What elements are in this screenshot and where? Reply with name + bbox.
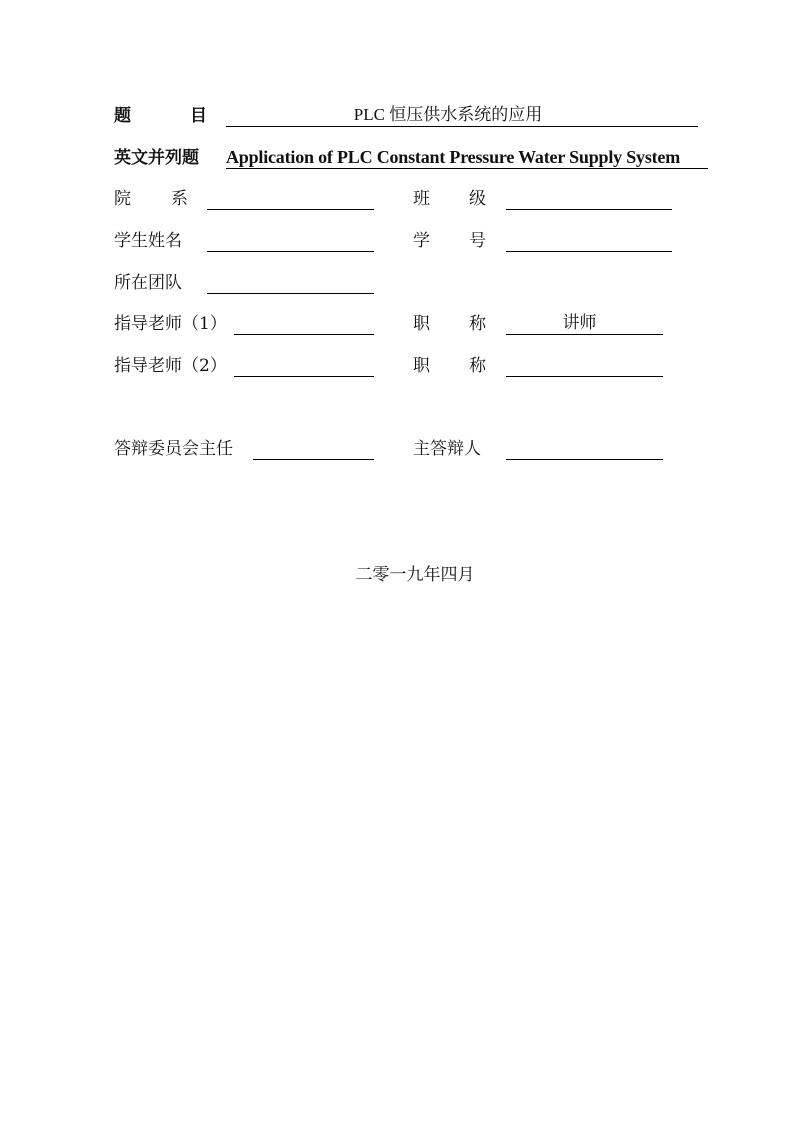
title-field[interactable] [226,104,698,127]
department-field[interactable] [207,187,374,210]
title-label-first-char: 题 [114,106,131,126]
advisor-1-title-label-first-char: 职 [413,314,430,334]
advisor-1-title-label-second-char: 称 [469,314,486,334]
advisor-1-title-value: 讲师 [562,313,597,333]
advisor-2-label: 指导老师（2） [114,356,227,376]
class-label-second-char: 级 [469,189,486,209]
student-number-label-second-char: 号 [469,231,486,251]
class-field[interactable] [506,187,672,210]
student-name-field[interactable] [207,229,374,252]
advisor-1-field[interactable] [234,312,374,335]
student-name-label: 学生姓名 [114,231,182,251]
committee-chair-label: 答辩委员会主任 [114,439,233,459]
class-label-first-char: 班 [413,189,430,209]
title-label-second-char: 目 [190,106,207,126]
student-number-label-first-char: 学 [413,231,430,251]
department-label-first-char: 院 [114,189,131,209]
english-title-value: Application of PLC Constant Pressure Water Supply System [226,147,681,167]
advisor-2-title-field[interactable] [506,354,663,377]
date-text: 二零一九年四月 [355,565,475,585]
advisor-2-title-label-first-char: 职 [413,356,430,376]
english-title-label: 英文并列题 [114,148,199,168]
team-label: 所在团队 [114,273,182,293]
advisor-1-title-field[interactable] [506,312,663,335]
main-defender-field[interactable] [506,437,663,460]
student-number-field[interactable] [506,229,672,252]
english-title-field[interactable] [226,146,708,169]
advisor-2-title-label-second-char: 称 [469,356,486,376]
department-label-second-char: 系 [171,189,188,209]
main-defender-label: 主答辩人 [413,439,481,459]
title-value: PLC 恒压供水系统的应用 [353,105,543,124]
advisor-1-label: 指导老师（1） [114,314,227,334]
advisor-2-field[interactable] [234,354,374,377]
team-field[interactable] [207,271,374,294]
committee-chair-field[interactable] [253,437,374,460]
